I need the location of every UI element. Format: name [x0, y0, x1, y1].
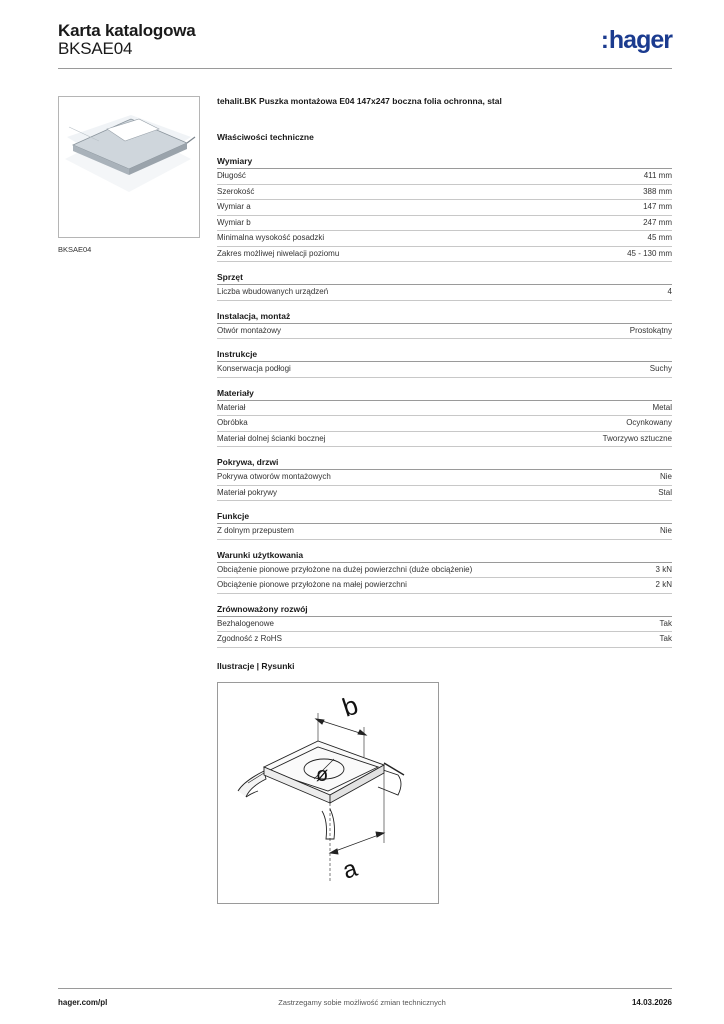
section-title: Warunki użytkowania	[217, 549, 672, 563]
diameter-symbol: ø	[316, 764, 329, 786]
spec-row	[217, 247, 672, 263]
spec-row	[217, 486, 672, 502]
image-caption: BKSAE04	[58, 245, 92, 254]
illustrations-heading: Ilustracje | Rysunki	[217, 661, 295, 671]
spec-row	[217, 416, 672, 432]
spec-sections	[217, 155, 672, 648]
spec-row	[217, 632, 672, 648]
spec-value: Nie	[659, 526, 672, 535]
spec-row	[217, 432, 672, 448]
spec-value: 4	[667, 287, 672, 296]
spec-row	[217, 324, 672, 340]
dimension-label-a: a	[339, 854, 361, 885]
product-code: BKSAE04	[58, 39, 133, 58]
spec-value: Tak	[659, 618, 672, 628]
spec-row	[217, 216, 672, 232]
spec-label: Materiał	[217, 402, 246, 412]
spec-label: Liczba wbudowanych urządzeń	[217, 287, 329, 296]
spec-label: Otwór montażowy	[217, 325, 282, 335]
spec-label: Materiał dolnej ścianki bocznej	[217, 433, 326, 443]
spec-row	[217, 185, 672, 201]
footer-website-link[interactable]: hager.com/pl	[58, 998, 108, 1007]
footer-disclaimer: Zastrzegamy sobie możliwość zmian technicznych	[278, 998, 446, 1007]
product-photo-illustration	[59, 97, 199, 237]
spec-value: 388 mm	[643, 186, 672, 196]
footer-divider	[58, 988, 672, 989]
spec-section	[217, 310, 672, 340]
spec-label: Wymiar a	[217, 202, 251, 211]
spec-row	[217, 231, 672, 247]
hager-logo	[601, 26, 672, 55]
spec-label: Z dolnym przepustem	[217, 526, 294, 535]
spec-label: Zakres możliwej niwelacji poziomu	[217, 248, 340, 258]
spec-section	[217, 387, 672, 448]
spec-row	[217, 362, 672, 378]
spec-row	[217, 200, 672, 216]
spec-label: Zgodność z RoHS	[217, 634, 282, 643]
document-type-title: Karta katalogowa	[58, 21, 196, 40]
spec-row	[217, 470, 672, 486]
spec-label: Obciążenie pionowe przyłożone na dużej powierzchni (duże obciążenie)	[217, 564, 473, 574]
spec-section	[217, 549, 672, 594]
spec-section	[217, 348, 672, 378]
technical-drawing	[217, 682, 439, 904]
section-title: Funkcje	[217, 510, 672, 524]
spec-value: Ocynkowany	[626, 418, 672, 427]
spec-label: Obróbka	[217, 418, 248, 427]
spec-value: Metal	[652, 402, 672, 412]
spec-section	[217, 271, 672, 301]
page-header	[58, 20, 672, 68]
spec-label: Szerokość	[217, 186, 255, 196]
spec-row	[217, 563, 672, 579]
logo-colon-mark: :	[600, 27, 608, 54]
spec-row	[217, 524, 672, 540]
spec-value: Stal	[658, 487, 672, 497]
spec-label: Długość	[217, 171, 246, 180]
spec-row	[217, 169, 672, 185]
section-title: Sprzęt	[217, 271, 672, 285]
spec-value: Tworzywo sztuczne	[602, 433, 672, 443]
spec-row	[217, 617, 672, 633]
spec-value: 3 kN	[655, 564, 672, 574]
spec-row	[217, 285, 672, 301]
spec-value: 147 mm	[643, 202, 672, 211]
spec-label: Minimalna wysokość posadzki	[217, 233, 325, 242]
header-divider	[58, 68, 672, 69]
spec-row	[217, 578, 672, 594]
spec-label: Wymiar b	[217, 217, 251, 227]
drawing-svg	[218, 683, 438, 903]
spec-label: Bezhalogenowe	[217, 618, 274, 628]
spec-section	[217, 510, 672, 540]
spec-value: 45 - 130 mm	[627, 248, 672, 258]
logo-text: hager	[608, 26, 672, 54]
section-title: Wymiary	[217, 155, 672, 169]
spec-value: 411 mm	[643, 171, 672, 180]
product-image	[58, 96, 200, 238]
product-details	[217, 96, 672, 657]
spec-label: Materiał pokrywy	[217, 487, 278, 497]
section-title: Pokrywa, drzwi	[217, 456, 672, 470]
spec-value: Nie	[659, 472, 672, 481]
spec-value: 2 kN	[655, 580, 672, 589]
spec-row	[217, 401, 672, 417]
section-title: Zrównoważony rozwój	[217, 603, 672, 617]
spec-section	[217, 603, 672, 648]
spec-value: 45 mm	[647, 233, 672, 242]
product-title: tehalit.BK Puszka montażowa E04 147x247 boczna folia ochronna, stal	[217, 96, 502, 106]
spec-value: Prostokątny	[629, 325, 672, 335]
spec-label: Konserwacja podłogi	[217, 364, 291, 373]
spec-value: Suchy	[649, 364, 672, 373]
footer-date: 14.03.2026	[631, 998, 672, 1007]
section-title: Instalacja, montaż	[217, 310, 672, 324]
technical-properties-heading: Właściwości techniczne	[217, 132, 314, 142]
section-title: Instrukcje	[217, 348, 672, 362]
spec-label: Obciążenie pionowe przyłożone na małej powierzchni	[217, 580, 407, 589]
spec-label: Pokrywa otworów montażowych	[217, 472, 331, 481]
section-title: Materiały	[217, 387, 672, 401]
spec-section	[217, 155, 672, 262]
spec-value: 247 mm	[643, 217, 672, 227]
spec-value: Tak	[659, 634, 672, 643]
dimension-label-b: b	[338, 689, 362, 723]
spec-section	[217, 456, 672, 501]
